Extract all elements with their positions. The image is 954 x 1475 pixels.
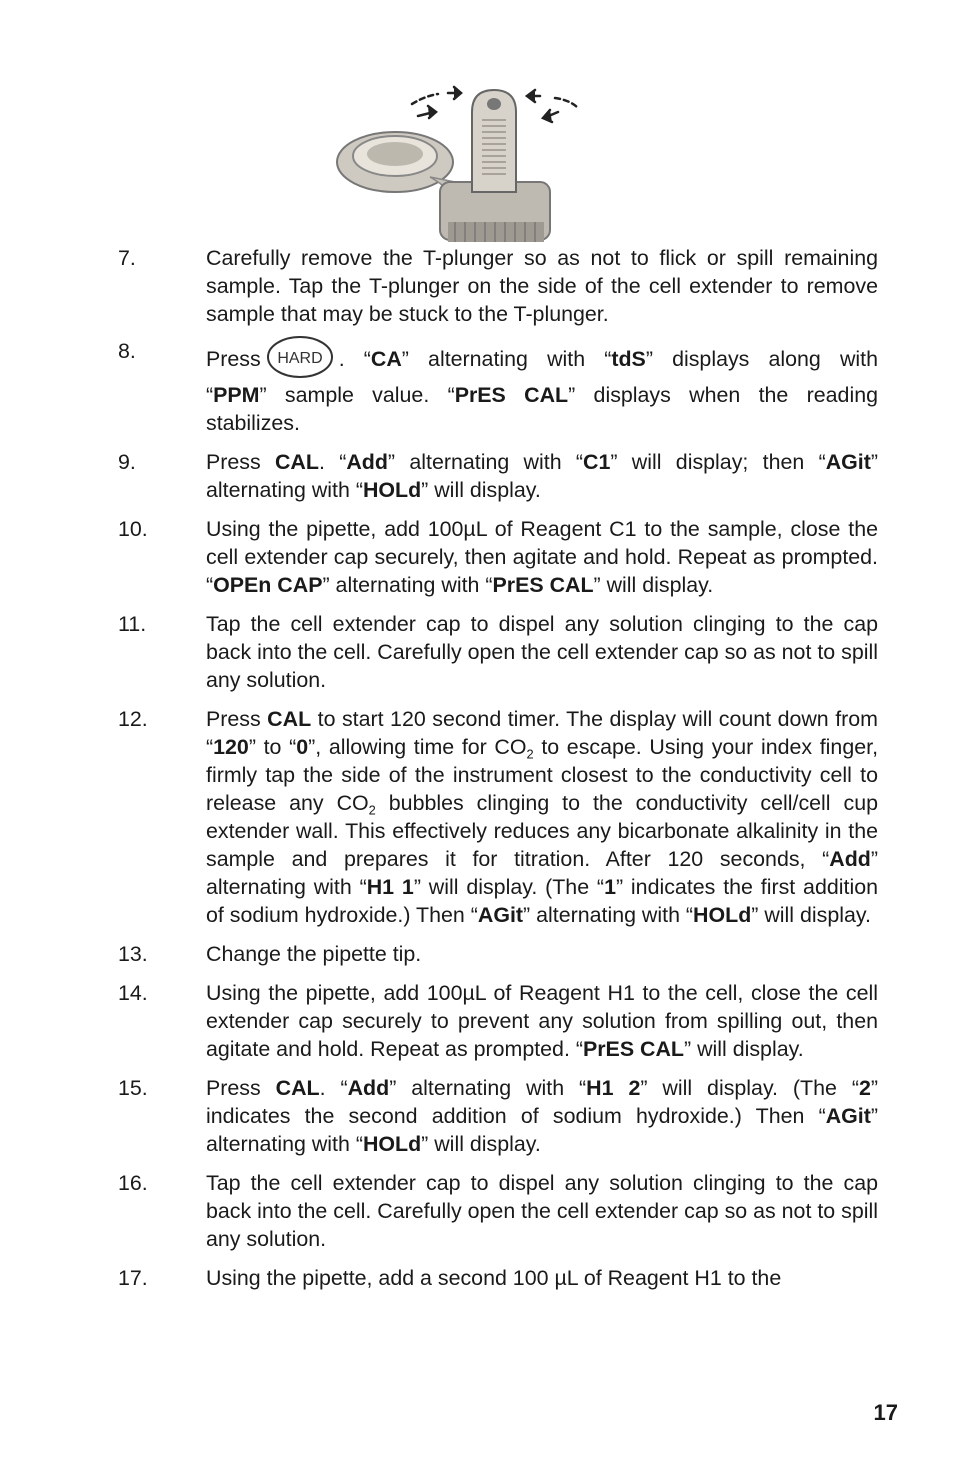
display-code: H1 2 <box>586 1076 641 1100</box>
step-number: 12. <box>118 707 148 731</box>
step-text <box>206 612 878 692</box>
display-code: Add <box>346 450 388 474</box>
step-text <box>206 1076 878 1156</box>
step-text: ” alternating with “ <box>401 347 612 371</box>
step-item <box>118 448 878 504</box>
step-item <box>118 337 878 437</box>
step-text <box>206 1266 781 1290</box>
step-text <box>206 942 421 966</box>
hard-button-label: HARD <box>277 350 323 368</box>
text-run: ” alternating with “ <box>322 573 493 597</box>
display-code: AGit <box>477 903 524 927</box>
text-run: . “ <box>318 450 347 474</box>
text-run: ” will display. (The “ <box>413 875 605 899</box>
display-code: 2 <box>858 1076 871 1100</box>
text-run: bubbles clinging to the conductivity cell/cell cup extender wall. This effectively reduces any bicarbonate alkalinity in the sample and prepares it for titration. After 120 seconds, “ <box>206 791 878 871</box>
step-number: 10. <box>118 517 148 541</box>
display-code: HOLd <box>362 1132 422 1156</box>
display-code: CAL <box>275 1076 320 1100</box>
text-run: to escape. Using your index finger, firmly tap the side of the instrument closest to the conductivity cell to release any CO <box>206 735 879 815</box>
step-text <box>206 246 878 326</box>
text-run: Change the pipette tip. <box>206 942 422 966</box>
step-item <box>118 940 878 968</box>
step-item <box>118 244 878 328</box>
step-number: 7. <box>118 246 136 270</box>
display-code: tdS <box>611 347 646 371</box>
step-item <box>118 1264 878 1292</box>
text-run: ” will display; then “ <box>610 450 826 474</box>
step-text <box>206 1171 878 1251</box>
text-run: ” alternating with “ <box>206 847 878 899</box>
text-run: ” will display. <box>684 1037 804 1061</box>
text-run: . “ <box>319 1076 348 1100</box>
display-code: AGit <box>825 1104 871 1128</box>
text-run: Press <box>206 450 275 474</box>
step-text: Press <box>206 347 261 371</box>
text-run: Tap the cell extender cap to dispel any solution clinging to the cap back into the cell. Carefully open the cell extender cap so as not to spill any solution. <box>206 1171 878 1251</box>
display-code: PrES CAL <box>454 383 569 407</box>
text-run: Using the pipette, add 100µL of Reagent H1 to the cell, close the cell extender cap securely to prevent any solution from spilling out, then agitate and hold. Repeat as prompted. “ <box>206 981 878 1061</box>
step-item <box>118 1169 878 1253</box>
step-text: ” displays along with <box>645 347 878 371</box>
text-run: to start 120 second timer. The display will count down from “ <box>206 707 878 759</box>
step-text <box>206 450 878 502</box>
display-code: Add <box>347 1076 390 1100</box>
step-number: 15. <box>118 1076 148 1100</box>
subscript: 2 <box>526 746 534 762</box>
display-code: HOLd <box>693 903 752 927</box>
text-run: ” will display. <box>421 1132 541 1156</box>
text-run: ” alternating with “ <box>206 450 878 502</box>
step-number: 8. <box>118 339 136 363</box>
step-text: . “ <box>338 347 371 371</box>
text-run: ” alternating with “ <box>206 1104 878 1156</box>
display-code: PrES CAL <box>492 573 594 597</box>
steps-list <box>118 244 878 1303</box>
text-run: ” indicates the first addition of sodium hydroxide.) Then “ <box>206 875 878 927</box>
text-run: Press <box>206 1076 276 1100</box>
step-item <box>118 515 878 599</box>
t-plunger-illustration <box>330 82 590 242</box>
text-run: ”, allowing time for CO <box>308 735 527 759</box>
text-run: ” to “ <box>248 735 297 759</box>
display-code: C1 <box>583 450 611 474</box>
text-run: Using the pipette, add a second 100 µL of Reagent H1 to the <box>206 1266 782 1290</box>
display-code: H1 1 <box>366 875 414 899</box>
step-text <box>206 707 878 927</box>
text-run: ” will display. <box>751 903 871 927</box>
step-number: 13. <box>118 942 148 966</box>
step-number: 16. <box>118 1171 148 1195</box>
step-text: ” sample value. “ <box>259 383 455 407</box>
display-code: Add <box>829 847 871 871</box>
step-text <box>206 981 878 1061</box>
display-code: AGit <box>825 450 871 474</box>
step-number: 9. <box>118 450 136 474</box>
text-run: Press <box>206 707 268 731</box>
text-run: ” indicates the second addition of sodium hydroxide.) Then “ <box>206 1076 878 1128</box>
subscript: 2 <box>368 802 376 818</box>
hard-button-icon <box>265 335 335 379</box>
display-code: OPEn CAP <box>213 573 323 597</box>
display-code: CA <box>370 347 402 371</box>
text-run: ” alternating with “ <box>389 1076 587 1100</box>
step-text: “ <box>206 383 214 407</box>
step-item <box>118 610 878 694</box>
display-code: 0 <box>296 735 309 759</box>
step-text <box>206 517 878 597</box>
display-code: CAL <box>267 707 312 731</box>
display-code: CAL <box>274 450 319 474</box>
step-number: 17. <box>118 1266 148 1290</box>
step-text: ” displays when the reading stabilizes. <box>206 383 878 435</box>
text-run: Carefully remove the T-plunger so as not to flick or spill remaining sample. Tap the T-plunger on the side of the cell extender to remove sample that may be stuck to the T-plunger. <box>206 246 878 326</box>
text-run: ” will display. <box>421 478 541 502</box>
step-item <box>118 979 878 1063</box>
text-run: ” will display. <box>593 573 714 597</box>
page-number: 17 <box>873 1400 898 1425</box>
text-run: ” alternating with “ <box>523 903 694 927</box>
step-item <box>118 1074 878 1158</box>
text-run: ” alternating with “ <box>387 450 584 474</box>
display-code: PrES CAL <box>582 1037 684 1061</box>
step-number: 11. <box>118 612 147 636</box>
text-run: Tap the cell extender cap to dispel any solution clinging to the cap back into the cell. Carefully open the cell extender cap so as not to spill any solution. <box>206 612 878 692</box>
text-run: ” will display. (The “ <box>640 1076 859 1100</box>
display-code: HOLd <box>362 478 422 502</box>
display-code: 120 <box>213 735 249 759</box>
step-number: 14. <box>118 981 148 1005</box>
text-run: Using the pipette, add 100µL of Reagent C1 to the sample, close the cell extender cap securely, then agitate and hold. Repeat as prompted. “ <box>206 517 878 597</box>
step-item <box>118 705 878 929</box>
display-code: 1 <box>604 875 616 899</box>
display-code: PPM <box>213 383 260 407</box>
